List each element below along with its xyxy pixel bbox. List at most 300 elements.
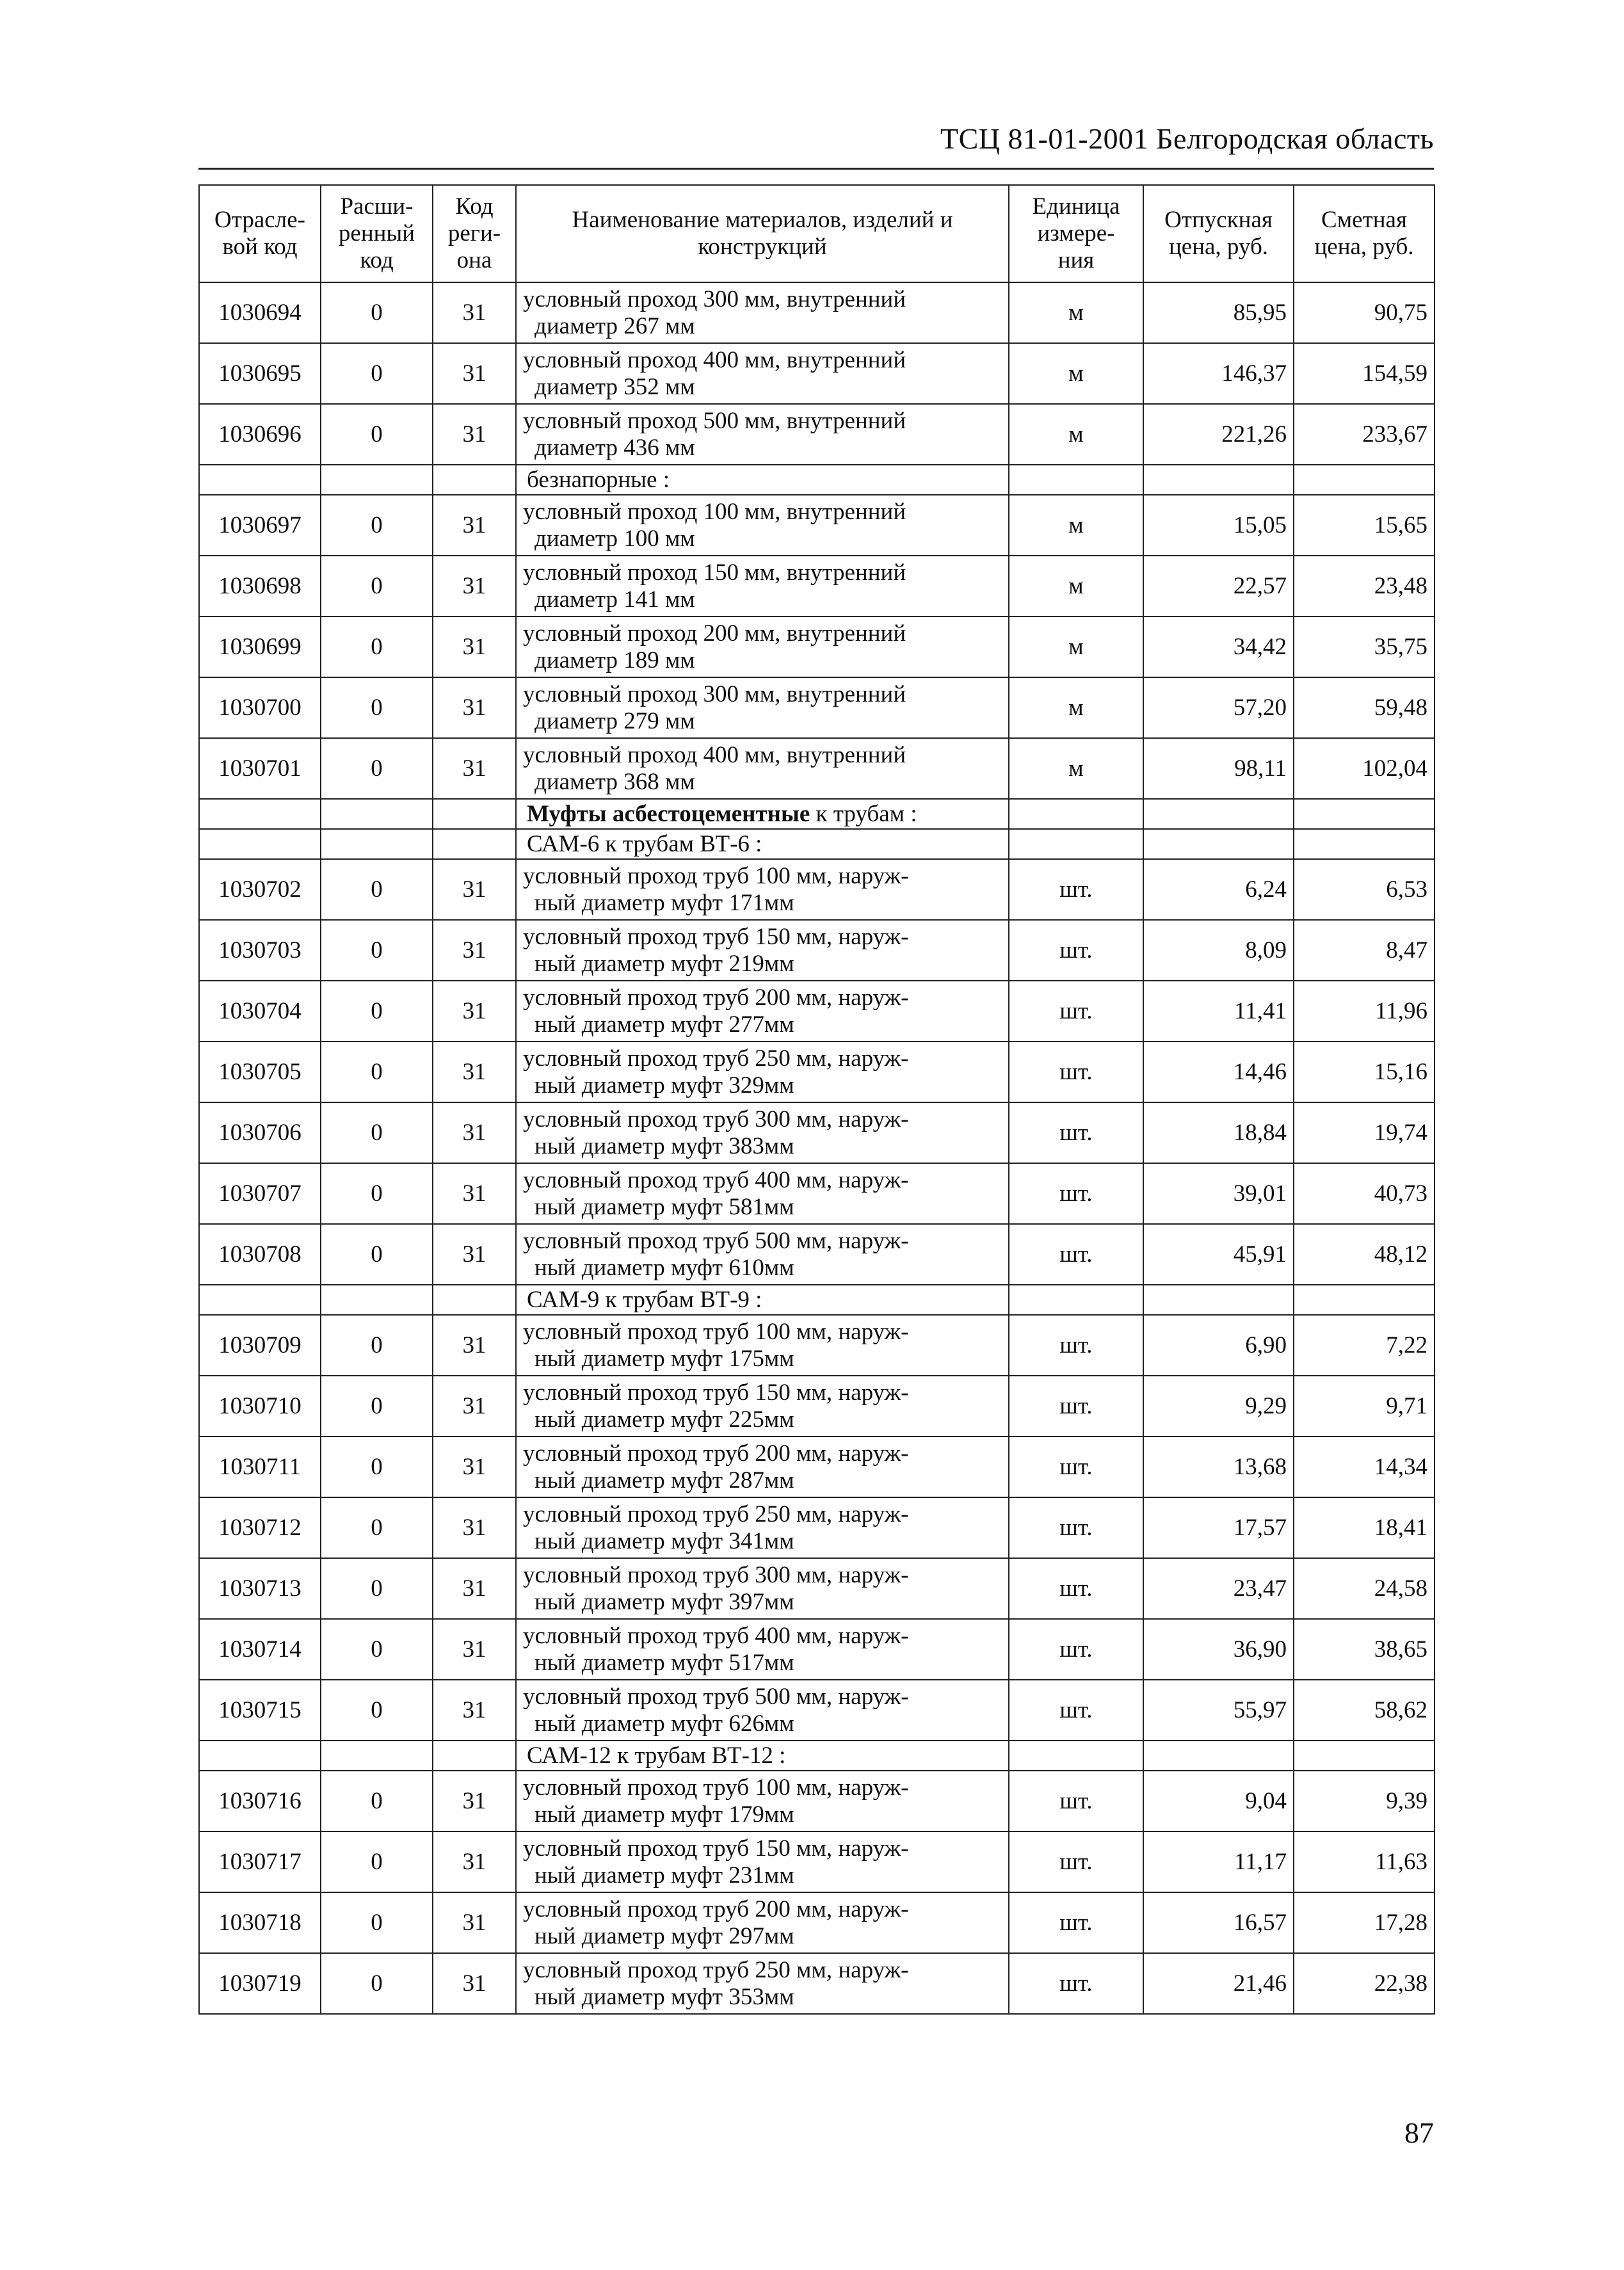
extended-code: 0 (321, 1831, 433, 1892)
item-name-line: ный диаметр муфт 219мм (535, 950, 794, 977)
empty-cell (1294, 829, 1435, 859)
item-name (516, 1558, 1009, 1619)
estimate-price: 233,67 (1294, 404, 1435, 465)
item-name-line: ный диаметр муфт 517мм (535, 1649, 794, 1676)
item-name (516, 1892, 1009, 1953)
item-name-line: условный проход 150 мм, внутренний (523, 559, 906, 586)
item-name-line: диаметр 189 мм (535, 647, 695, 673)
release-price: 17,57 (1143, 1497, 1294, 1558)
section-title-text: Муфты асбестоцементные (527, 800, 810, 827)
empty-cell (1294, 799, 1435, 829)
item-name-line: условный проход труб 500 мм, наруж- (523, 1227, 909, 1254)
empty-cell (1009, 799, 1143, 829)
item-name (516, 1437, 1009, 1497)
empty-cell (1009, 1741, 1143, 1771)
unit: м (1009, 677, 1143, 738)
item-code: 1030707 (199, 1163, 321, 1224)
estimate-price: 14,34 (1294, 1437, 1435, 1497)
empty-cell (321, 1285, 433, 1315)
release-price: 55,97 (1143, 1680, 1294, 1741)
extended-code: 0 (321, 1619, 433, 1680)
estimate-price: 11,96 (1294, 981, 1435, 1042)
estimate-price: 58,62 (1294, 1680, 1435, 1741)
table-row (199, 404, 1435, 465)
empty-cell (1143, 1741, 1294, 1771)
section-row (199, 1741, 1435, 1771)
region-code: 31 (433, 1892, 516, 1953)
item-code: 1030704 (199, 981, 321, 1042)
unit: шт. (1009, 1315, 1143, 1376)
region-code: 31 (433, 677, 516, 738)
release-price: 85,95 (1143, 282, 1294, 343)
extended-code: 0 (321, 920, 433, 981)
item-name-line: условный проход труб 150 мм, наруж- (523, 1835, 909, 1862)
section-row (199, 799, 1435, 829)
unit: шт. (1009, 1497, 1143, 1558)
table-row (199, 1680, 1435, 1741)
table-row (199, 1102, 1435, 1163)
item-code: 1030709 (199, 1315, 321, 1376)
item-code: 1030699 (199, 616, 321, 677)
item-name-line: условный проход труб 200 мм, наруж- (523, 984, 909, 1011)
col-header-release-price: Отпускная цена, руб. (1143, 185, 1294, 282)
empty-cell (1143, 799, 1294, 829)
item-name-line: условный проход 300 мм, внутренний (523, 680, 906, 707)
section-title-text: САМ-6 к трубам ВТ-6 : (527, 830, 762, 857)
item-name-line: ный диаметр муфт 383мм (535, 1132, 794, 1159)
region-code: 31 (433, 1831, 516, 1892)
col-header-unit: Единица измере- ния (1009, 185, 1143, 282)
item-name-line: условный проход труб 150 мм, наруж- (523, 923, 909, 950)
extended-code: 0 (321, 1376, 433, 1437)
item-code: 1030711 (199, 1437, 321, 1497)
release-price: 221,26 (1143, 404, 1294, 465)
item-name (516, 1619, 1009, 1680)
item-code: 1030717 (199, 1831, 321, 1892)
item-name-line: условный проход 400 мм, внутренний (523, 346, 906, 373)
unit: шт. (1009, 1042, 1143, 1102)
estimate-price: 40,73 (1294, 1163, 1435, 1224)
unit: м (1009, 282, 1143, 343)
unit: м (1009, 495, 1143, 556)
release-price: 146,37 (1143, 343, 1294, 404)
empty-cell (1143, 1285, 1294, 1315)
table-row (199, 1224, 1435, 1285)
item-code: 1030714 (199, 1619, 321, 1680)
item-name (516, 677, 1009, 738)
item-name (516, 1680, 1009, 1741)
item-name-line: условный проход 500 мм, внутренний (523, 407, 906, 434)
item-name-line: ный диаметр муфт 297мм (535, 1922, 794, 1949)
table-row (199, 556, 1435, 616)
estimate-price: 48,12 (1294, 1224, 1435, 1285)
item-code: 1030701 (199, 738, 321, 799)
item-code: 1030696 (199, 404, 321, 465)
item-name-line: условный проход труб 150 мм, наруж- (523, 1379, 909, 1406)
item-name-line: условный проход труб 200 мм, наруж- (523, 1440, 909, 1467)
empty-cell (199, 829, 321, 859)
extended-code: 0 (321, 1771, 433, 1831)
unit: шт. (1009, 1224, 1143, 1285)
extended-code: 0 (321, 1558, 433, 1619)
release-price: 21,46 (1143, 1953, 1294, 2014)
item-code: 1030712 (199, 1497, 321, 1558)
empty-cell (1143, 829, 1294, 859)
section-title (516, 829, 1009, 859)
item-code: 1030698 (199, 556, 321, 616)
extended-code: 0 (321, 1437, 433, 1497)
estimate-price: 154,59 (1294, 343, 1435, 404)
item-name-line: условный проход 300 мм, внутренний (523, 286, 906, 312)
item-code: 1030706 (199, 1102, 321, 1163)
table-row (199, 981, 1435, 1042)
region-code: 31 (433, 1315, 516, 1376)
section-title (516, 799, 1009, 829)
empty-cell (433, 1741, 516, 1771)
empty-cell (1143, 465, 1294, 495)
extended-code: 0 (321, 616, 433, 677)
item-name-line: условный проход труб 200 мм, наруж- (523, 1896, 909, 1922)
region-code: 31 (433, 1376, 516, 1437)
item-code: 1030708 (199, 1224, 321, 1285)
empty-cell (1009, 829, 1143, 859)
table-row (199, 1437, 1435, 1497)
release-price: 98,11 (1143, 738, 1294, 799)
item-code: 1030702 (199, 859, 321, 920)
item-name (516, 495, 1009, 556)
item-name-line: ный диаметр муфт 341мм (535, 1527, 794, 1554)
item-name (516, 1771, 1009, 1831)
item-name-line: условный проход 200 мм, внутренний (523, 620, 906, 647)
item-code: 1030718 (199, 1892, 321, 1953)
release-price: 57,20 (1143, 677, 1294, 738)
unit: шт. (1009, 1102, 1143, 1163)
table-row (199, 616, 1435, 677)
table-row (199, 859, 1435, 920)
item-code: 1030716 (199, 1771, 321, 1831)
extended-code: 0 (321, 1163, 433, 1224)
region-code: 31 (433, 1163, 516, 1224)
item-name-line: ный диаметр муфт 610мм (535, 1254, 794, 1281)
header-rule (198, 168, 1434, 170)
release-price: 36,90 (1143, 1619, 1294, 1680)
table-row (199, 1042, 1435, 1102)
unit: шт. (1009, 1619, 1143, 1680)
unit: м (1009, 556, 1143, 616)
empty-cell (433, 1285, 516, 1315)
item-code: 1030697 (199, 495, 321, 556)
col-header-estimate-price: Сметная цена, руб. (1294, 185, 1435, 282)
release-price: 34,42 (1143, 616, 1294, 677)
table-row (199, 738, 1435, 799)
item-name-line: диаметр 368 мм (535, 768, 695, 795)
region-code: 31 (433, 1042, 516, 1102)
item-name-line: диаметр 352 мм (535, 373, 695, 400)
extended-code: 0 (321, 282, 433, 343)
estimate-price: 59,48 (1294, 677, 1435, 738)
table-row (199, 343, 1435, 404)
estimate-price: 15,65 (1294, 495, 1435, 556)
table-row (199, 1892, 1435, 1953)
item-name (516, 1224, 1009, 1285)
item-name (516, 1497, 1009, 1558)
table-row (199, 920, 1435, 981)
item-name (516, 920, 1009, 981)
item-name-line: ный диаметр муфт 225мм (535, 1406, 794, 1433)
extended-code: 0 (321, 495, 433, 556)
unit: шт. (1009, 1892, 1143, 1953)
empty-cell (433, 465, 516, 495)
estimate-price: 15,16 (1294, 1042, 1435, 1102)
region-code: 31 (433, 1102, 516, 1163)
item-name (516, 616, 1009, 677)
table-row (199, 1771, 1435, 1831)
region-code: 31 (433, 859, 516, 920)
release-price: 23,47 (1143, 1558, 1294, 1619)
item-name-line: диаметр 279 мм (535, 707, 695, 734)
region-code: 31 (433, 1680, 516, 1741)
extended-code: 0 (321, 738, 433, 799)
item-name-line: условный проход труб 100 мм, наруж- (523, 1318, 909, 1345)
empty-cell (1009, 465, 1143, 495)
estimate-price: 7,22 (1294, 1315, 1435, 1376)
item-code: 1030710 (199, 1376, 321, 1437)
item-name (516, 282, 1009, 343)
region-code: 31 (433, 1224, 516, 1285)
unit: шт. (1009, 1376, 1143, 1437)
table-row (199, 1558, 1435, 1619)
release-price: 16,57 (1143, 1892, 1294, 1953)
release-price: 13,68 (1143, 1437, 1294, 1497)
region-code: 31 (433, 282, 516, 343)
release-price: 8,09 (1143, 920, 1294, 981)
unit: шт. (1009, 1437, 1143, 1497)
table-row (199, 1376, 1435, 1437)
table-row (199, 1163, 1435, 1224)
region-code: 31 (433, 1497, 516, 1558)
section-title (516, 465, 1009, 495)
item-code: 1030713 (199, 1558, 321, 1619)
release-price: 15,05 (1143, 495, 1294, 556)
page-header: ТСЦ 81-01-2001 Белгородская область (940, 122, 1434, 155)
item-name (516, 981, 1009, 1042)
estimate-price: 90,75 (1294, 282, 1435, 343)
item-name-line: условный проход труб 500 мм, наруж- (523, 1683, 909, 1710)
item-code: 1030705 (199, 1042, 321, 1102)
unit: шт. (1009, 859, 1143, 920)
item-name-line: условный проход 400 мм, внутренний (523, 741, 906, 768)
region-code: 31 (433, 404, 516, 465)
empty-cell (199, 1285, 321, 1315)
section-title (516, 1741, 1009, 1771)
item-name-line: ный диаметр муфт 277мм (535, 1011, 794, 1038)
item-name-line: диаметр 436 мм (535, 434, 695, 461)
item-code: 1030703 (199, 920, 321, 981)
section-row (199, 1285, 1435, 1315)
item-name-line: условный проход труб 250 мм, наруж- (523, 1045, 909, 1072)
section-title (516, 1285, 1009, 1315)
col-header-region: Код реги- она (433, 185, 516, 282)
unit: м (1009, 343, 1143, 404)
release-price: 11,41 (1143, 981, 1294, 1042)
item-name-line: условный проход труб 250 мм, наруж- (523, 1956, 909, 1983)
item-name-line: диаметр 267 мм (535, 312, 695, 339)
empty-cell (321, 1741, 433, 1771)
table-row (199, 1619, 1435, 1680)
unit: шт. (1009, 1953, 1143, 2014)
region-code: 31 (433, 343, 516, 404)
empty-cell (1009, 1285, 1143, 1315)
estimate-price: 19,74 (1294, 1102, 1435, 1163)
release-price: 39,01 (1143, 1163, 1294, 1224)
empty-cell (321, 799, 433, 829)
section-title-text: САМ-12 к трубам ВТ-12 : (527, 1742, 786, 1769)
table-body (199, 282, 1435, 2014)
item-name (516, 1102, 1009, 1163)
empty-cell (321, 829, 433, 859)
extended-code: 0 (321, 1224, 433, 1285)
empty-cell (199, 465, 321, 495)
item-code: 1030719 (199, 1953, 321, 2014)
unit: шт. (1009, 1771, 1143, 1831)
extended-code: 0 (321, 981, 433, 1042)
empty-cell (321, 465, 433, 495)
release-price: 14,46 (1143, 1042, 1294, 1102)
unit: м (1009, 616, 1143, 677)
item-name-line: ный диаметр муфт 353мм (535, 1983, 794, 2010)
estimate-price: 8,47 (1294, 920, 1435, 981)
region-code: 31 (433, 738, 516, 799)
unit: шт. (1009, 1831, 1143, 1892)
item-name-line: условный проход 100 мм, внутренний (523, 498, 906, 525)
region-code: 31 (433, 1619, 516, 1680)
region-code: 31 (433, 1771, 516, 1831)
release-price: 6,90 (1143, 1315, 1294, 1376)
table-row (199, 1831, 1435, 1892)
estimate-price: 9,71 (1294, 1376, 1435, 1437)
item-name-line: ный диаметр муфт 626мм (535, 1710, 794, 1737)
col-header-ext: Расши- ренный код (321, 185, 433, 282)
release-price: 9,04 (1143, 1771, 1294, 1831)
estimate-price: 6,53 (1294, 859, 1435, 920)
region-code: 31 (433, 1437, 516, 1497)
empty-cell (199, 1741, 321, 1771)
item-name-line: ный диаметр муфт 179мм (535, 1801, 794, 1828)
section-title-text: САМ-9 к трубам ВТ-9 : (527, 1286, 762, 1313)
table-row (199, 677, 1435, 738)
item-name (516, 1376, 1009, 1437)
table-row (199, 1315, 1435, 1376)
item-code: 1030694 (199, 282, 321, 343)
extended-code: 0 (321, 343, 433, 404)
unit: шт. (1009, 1163, 1143, 1224)
item-name-line: условный проход труб 250 мм, наруж- (523, 1501, 909, 1527)
region-code: 31 (433, 981, 516, 1042)
estimate-price: 17,28 (1294, 1892, 1435, 1953)
section-row (199, 465, 1435, 495)
item-name-line: условный проход труб 400 мм, наруж- (523, 1622, 909, 1649)
extended-code: 0 (321, 677, 433, 738)
item-name-line: диаметр 141 мм (535, 586, 695, 613)
item-name-line: ный диаметр муфт 231мм (535, 1862, 794, 1888)
item-code: 1030695 (199, 343, 321, 404)
item-name-line: ный диаметр муфт 329мм (535, 1072, 794, 1099)
item-name-line: условный проход труб 300 мм, наруж- (523, 1106, 909, 1132)
empty-cell (433, 799, 516, 829)
item-name-line: диаметр 100 мм (535, 525, 695, 552)
estimate-price: 38,65 (1294, 1619, 1435, 1680)
release-price: 9,29 (1143, 1376, 1294, 1437)
estimate-price: 9,39 (1294, 1771, 1435, 1831)
release-price: 6,24 (1143, 859, 1294, 920)
price-table (198, 184, 1435, 2015)
empty-cell (1294, 1285, 1435, 1315)
table-row (199, 495, 1435, 556)
release-price: 18,84 (1143, 1102, 1294, 1163)
item-name-line: ный диаметр муфт 581мм (535, 1193, 794, 1220)
extended-code: 0 (321, 1497, 433, 1558)
table-row (199, 282, 1435, 343)
item-name-line: ный диаметр муфт 287мм (535, 1467, 794, 1493)
section-title-suffix: к трубам : (810, 800, 917, 827)
region-code: 31 (433, 1558, 516, 1619)
item-name (516, 404, 1009, 465)
extended-code: 0 (321, 1315, 433, 1376)
col-header-code: Отрасле- вой код (199, 185, 321, 282)
unit: м (1009, 738, 1143, 799)
estimate-price: 23,48 (1294, 556, 1435, 616)
estimate-price: 18,41 (1294, 1497, 1435, 1558)
item-name-line: условный проход труб 300 мм, наруж- (523, 1561, 909, 1588)
region-code: 31 (433, 616, 516, 677)
unit: шт. (1009, 981, 1143, 1042)
release-price: 45,91 (1143, 1224, 1294, 1285)
table-row (199, 1953, 1435, 2014)
region-code: 31 (433, 556, 516, 616)
section-title-text: безнапорные : (527, 466, 670, 493)
item-name-line: ный диаметр муфт 171мм (535, 889, 794, 916)
extended-code: 0 (321, 859, 433, 920)
item-name (516, 1042, 1009, 1102)
table-header (199, 185, 1435, 282)
estimate-price: 35,75 (1294, 616, 1435, 677)
item-name (516, 343, 1009, 404)
extended-code: 0 (321, 1953, 433, 2014)
estimate-price: 102,04 (1294, 738, 1435, 799)
item-name-line: ный диаметр муфт 175мм (535, 1345, 794, 1372)
item-name-line: ный диаметр муфт 397мм (535, 1588, 794, 1615)
unit: шт. (1009, 920, 1143, 981)
empty-cell (1294, 1741, 1435, 1771)
unit: шт. (1009, 1680, 1143, 1741)
item-name (516, 859, 1009, 920)
region-code: 31 (433, 920, 516, 981)
empty-cell (433, 829, 516, 859)
item-name (516, 1831, 1009, 1892)
item-name (516, 738, 1009, 799)
extended-code: 0 (321, 1042, 433, 1102)
item-name (516, 1163, 1009, 1224)
empty-cell (199, 799, 321, 829)
unit: шт. (1009, 1558, 1143, 1619)
region-code: 31 (433, 495, 516, 556)
table-row (199, 1497, 1435, 1558)
col-header-name: Наименование материалов, изделий и конструкций (516, 185, 1009, 282)
item-code: 1030700 (199, 677, 321, 738)
item-name-line: условный проход труб 100 мм, наруж- (523, 862, 909, 889)
extended-code: 0 (321, 1102, 433, 1163)
empty-cell (1294, 465, 1435, 495)
